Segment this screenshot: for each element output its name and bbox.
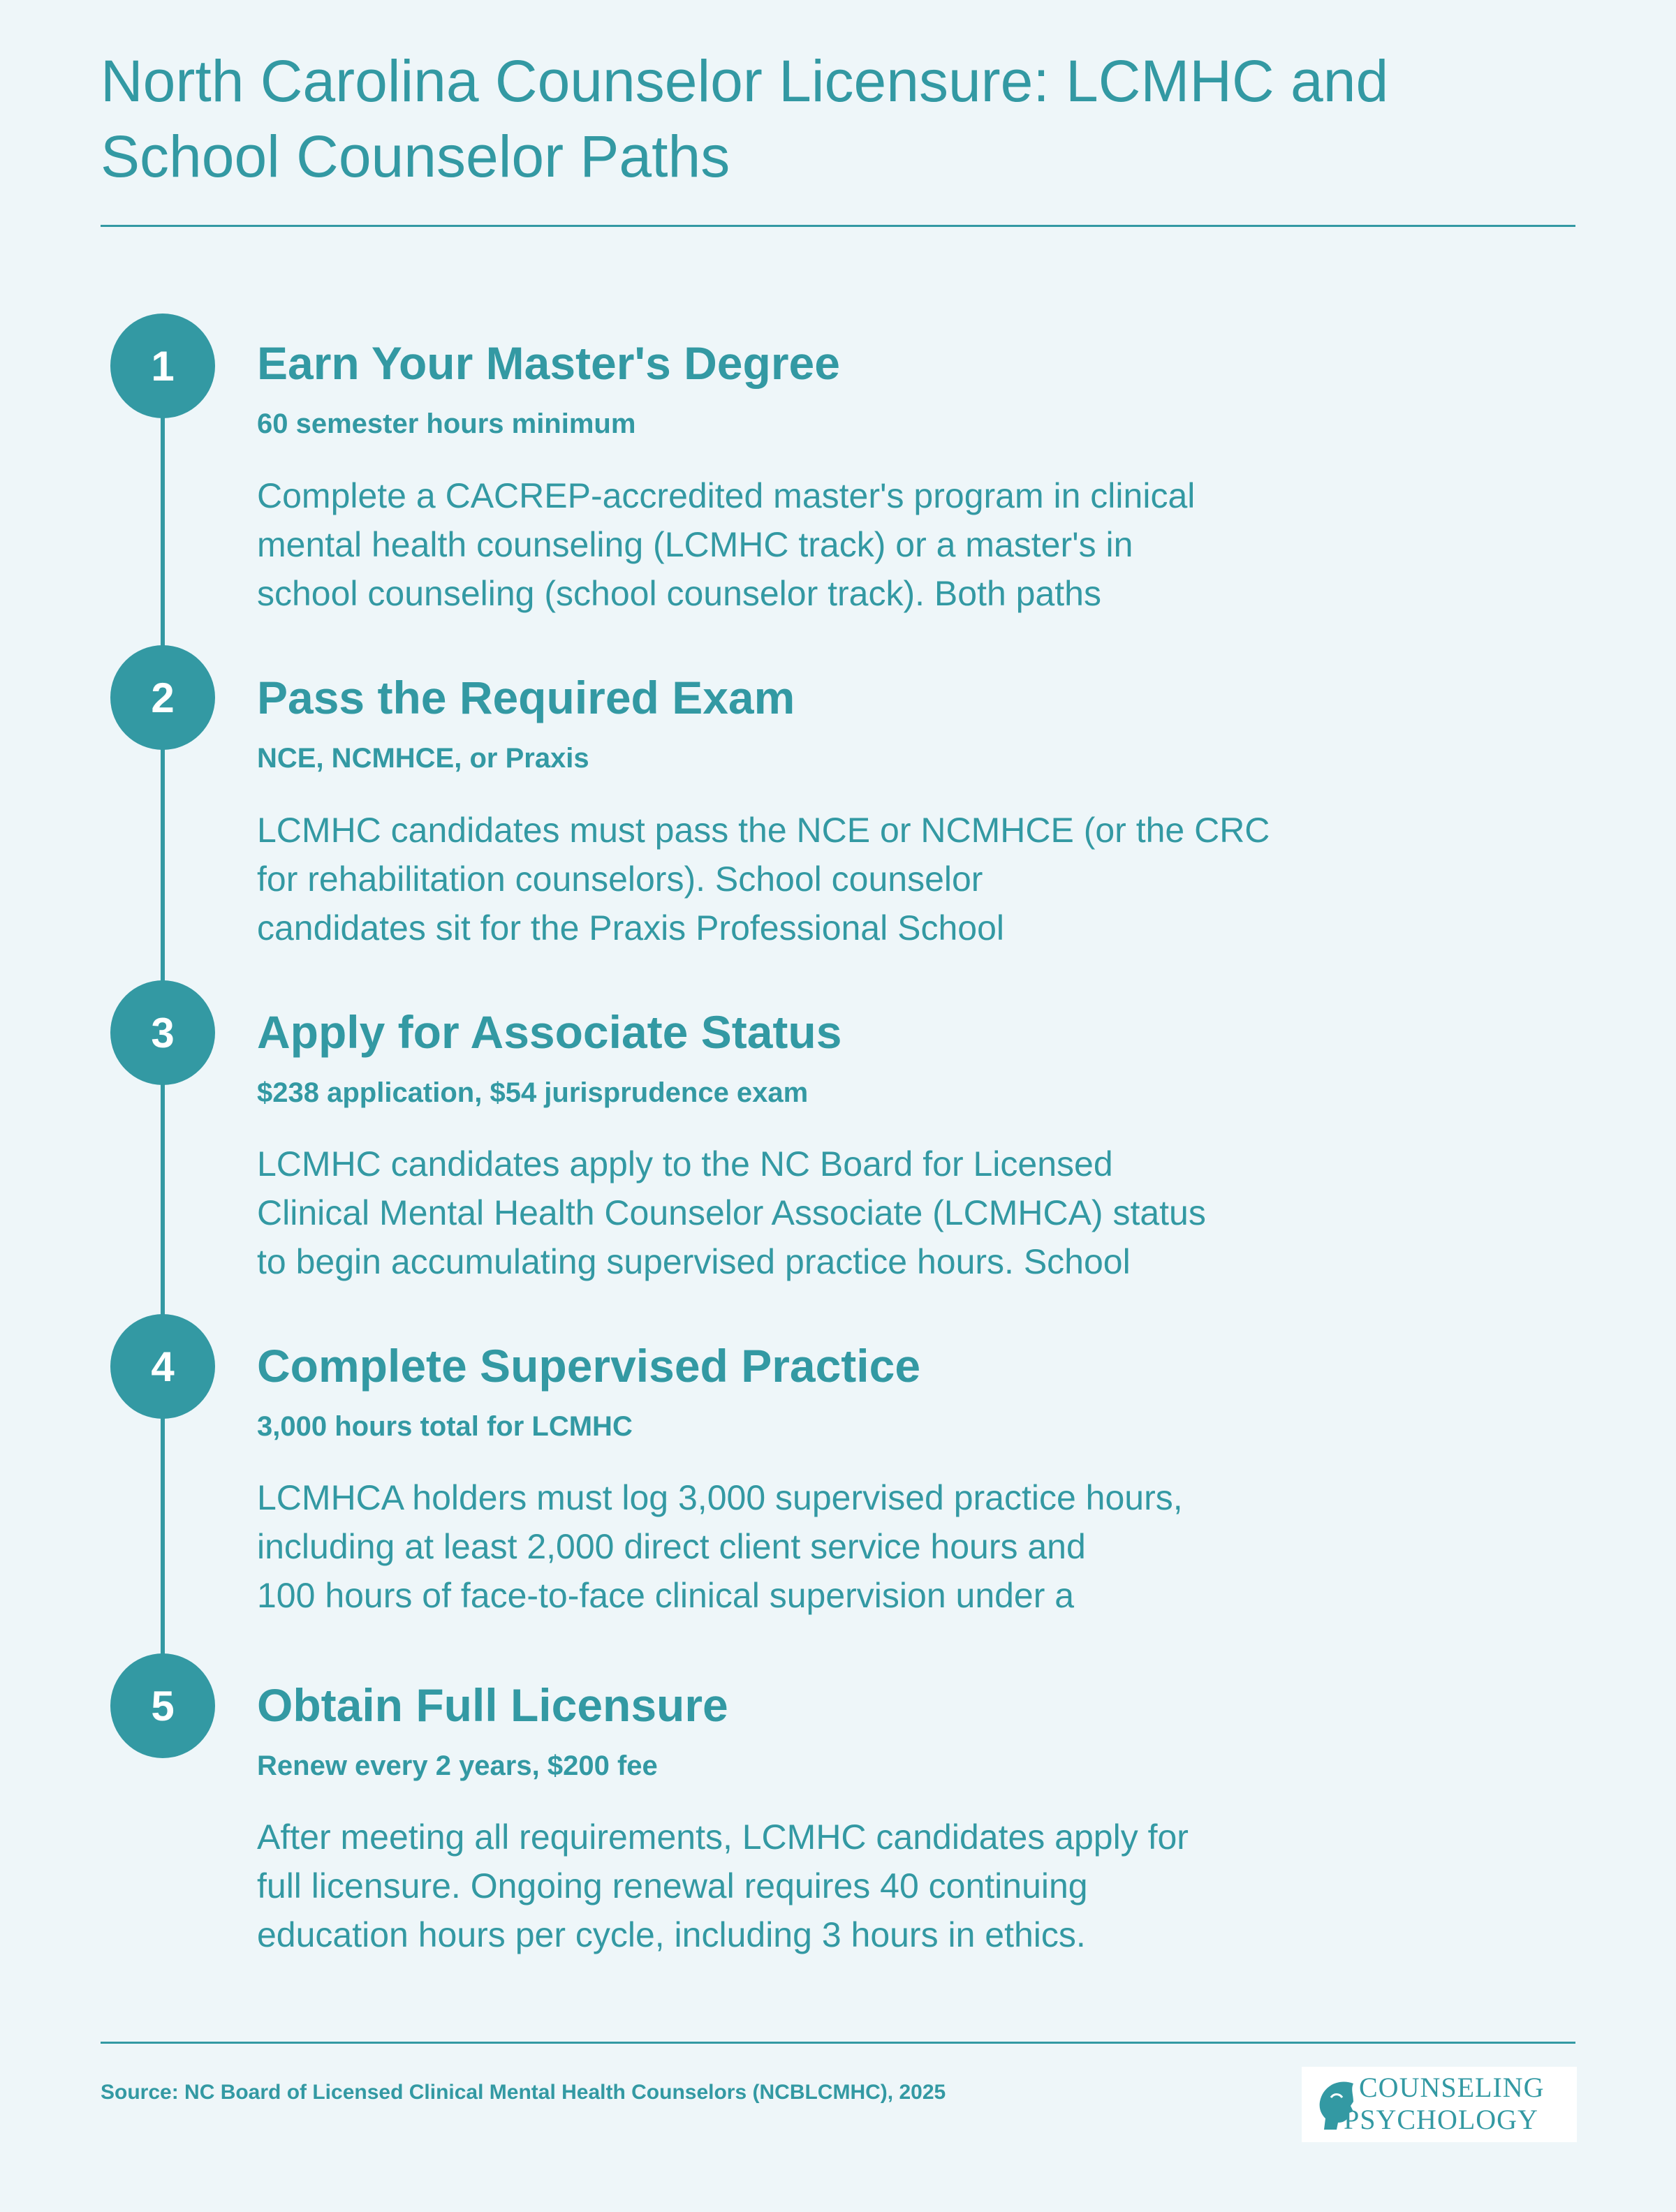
step-5-description-line: education hours per cycle, including 3 hours in ethics. [257, 1915, 1086, 1954]
step-2-title: Pass the Required Exam [257, 672, 795, 723]
step-4-description [257, 1473, 1458, 1620]
step-5-description-line: full licensure. Ongoing renewal requires 40 continuing [257, 1866, 1088, 1905]
step-2-description [257, 806, 1458, 952]
step-5-subtitle: Renew every 2 years, $200 fee [257, 1750, 658, 1781]
step-1-number-circle: 1 [110, 314, 215, 418]
step-5-title: Obtain Full Licensure [257, 1679, 728, 1731]
step-1-description-line: school counseling (school counselor track). Both paths [257, 574, 1101, 613]
step-3-title: Apply for Associate Status [257, 1006, 842, 1058]
step-2-description-line: candidates sit for the Praxis Professional School [257, 908, 1004, 948]
header-divider [101, 225, 1575, 227]
step-2-description-line: LCMHC candidates must pass the NCE or NCMHCE (or the CRC [257, 811, 1270, 850]
step-4-subtitle: 3,000 hours total for LCMHC [257, 1411, 633, 1442]
source-citation: Source: NC Board of Licensed Clinical Mental Health Counselors (NCBLCMHC), 2025 [101, 2081, 946, 2104]
logo-text-psychology: PSYCHOLOGY [1344, 2104, 1538, 2135]
step-3-description-line: Clinical Mental Health Counselor Associate (LCMHCA) status [257, 1193, 1206, 1232]
step-1-description [257, 471, 1458, 618]
step-5-description-line: After meeting all requirements, LCMHC candidates apply for [257, 1817, 1189, 1857]
step-3-description-line: LCMHC candidates apply to the NC Board for Licensed [257, 1144, 1113, 1184]
step-2-description-line: for rehabilitation counselors). School counselor [257, 860, 983, 899]
logo-text-counseling: COUNSELING [1359, 2072, 1545, 2103]
counseling-psychology-logo [1302, 2067, 1577, 2142]
footer-divider [101, 2042, 1575, 2044]
step-2-subtitle: NCE, NCMHCE, or Praxis [257, 743, 589, 774]
step-4-number-circle: 4 [110, 1314, 215, 1419]
step-1-description-line: mental health counseling (LCMHC track) or a master's in [257, 525, 1133, 564]
step-1-description-line: Complete a CACREP-accredited master's program in clinical [257, 476, 1196, 515]
step-1-subtitle: 60 semester hours minimum [257, 408, 636, 439]
page-title: North Carolina Counselor Licensure: LCMHC and School Counselor Paths [101, 48, 1389, 189]
step-5-description [257, 1813, 1458, 1959]
step-4-title: Complete Supervised Practice [257, 1340, 921, 1392]
step-5-number-circle: 5 [110, 1653, 215, 1758]
step-3-number-circle: 3 [110, 980, 215, 1085]
step-4-description-line: 100 hours of face-to-face clinical supervision under a [257, 1576, 1075, 1615]
step-2-number-circle: 2 [110, 645, 215, 750]
step-3-description [257, 1140, 1458, 1286]
step-4-description-line: including at least 2,000 direct client service hours and [257, 1527, 1086, 1566]
step-1-title: Earn Your Master's Degree [257, 337, 840, 389]
step-4-description-line: LCMHCA holders must log 3,000 supervised practice hours, [257, 1478, 1183, 1517]
step-3-description-line: to begin accumulating supervised practice hours. School [257, 1242, 1131, 1281]
step-3-subtitle: $238 application, $54 jurisprudence exam [257, 1077, 809, 1108]
